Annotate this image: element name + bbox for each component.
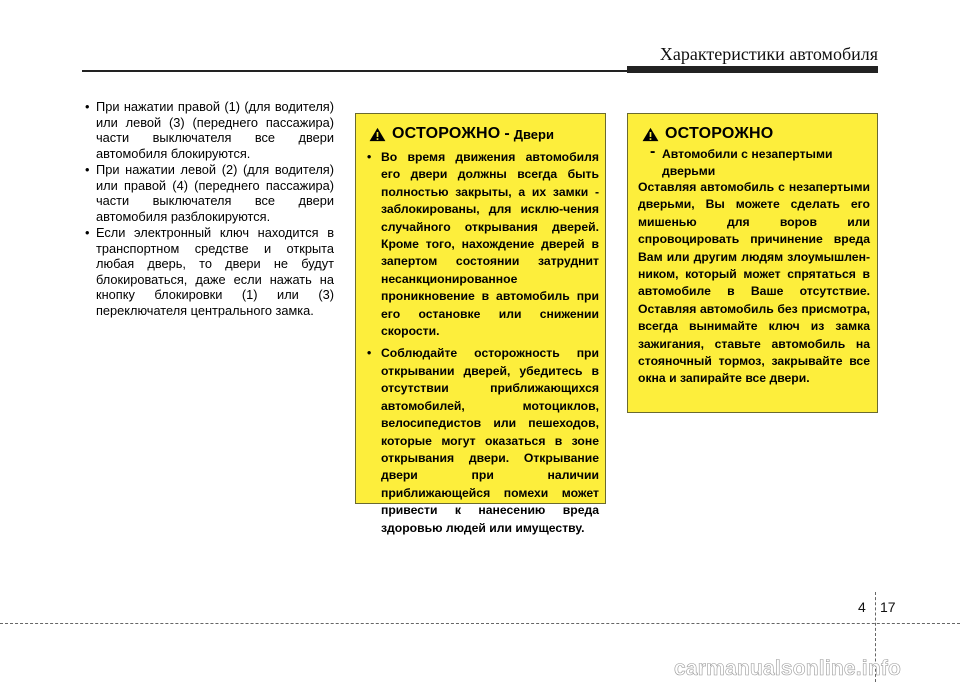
warning-heading: ОСТОРОЖНО - Двери [369,125,554,143]
warning-body: Оставляя автомобиль с незапертыми дверьми, Вы можете сделать его мишенью для воров или спровоцировать причинение вреда Вам или другим людям злоумышлен-ником, который может спрятаться в автомобиле в Ваше отсутствие. Оставляя автомобиль без присмотра, всегда вынимайте ключ из замка зажигания, ставьте автомобиль на стояночный тормоз, закрывайте все окна и запирайте все двери. [638,180,870,386]
list-item: • Если электронный ключ находится в транспортном средстве и открыта любая дверь, то двери не будут блокироваться, даже если нажать на кнопку блокировки (1) или (3) переключателя центрального замка. [85,225,334,318]
chapter-number: 4 [858,599,866,615]
warning-triangle-icon [642,127,659,142]
header-rule-accent [627,66,878,73]
bullet-icon: • [367,150,372,164]
bullet-icon: • [85,99,90,114]
bullet-icon: • [85,225,90,240]
warning-heading: ОСТОРОЖНО [642,125,773,143]
footer-rule [0,623,960,624]
warning-subtitle: - Автомобили с незапертыми дверьми [650,143,833,178]
page-title: Характеристики автомобиля [659,44,878,64]
warning-body [366,149,599,542]
bullet-list [82,99,334,318]
header-rule [82,70,630,72]
list-item: • При нажатии правой (1) (для водителя) или левой (3) (переднего пассажира) части выключателя все двери автомобиля блокируются. [85,99,334,161]
warning-box-doors [355,113,606,535]
list-item: • Соблюдайте осторожность при открывании дверей, убедитесь в отсутствии приближающихся автомобилей, мотоциклов, велосипедистов или пешеходов, которые могут оказаться в зоне открывания двери. Открывание двери при наличии приближающейся помехи может привести к нанесению вреда здоровью людей или имуществу. [367,346,599,535]
list-item: • Во время движения автомобиля его двери должны всегда быть полностью закрыты, а их замки - заблокированы, для исклю-чения случайного открывания дверей. Кроме того, нахождение дверей в запертом состоянии затруднит несанкционированное проникновение в автомобиль при его остановке или снижении скорости. [367,150,599,339]
list-item: • При нажатии левой (2) (для водителя) или правой (4) (переднего пассажира) части выключателя все двери автомобиля разблокируются. [85,162,334,224]
watermark: carmanualsonline.info [674,657,902,680]
warning-triangle-icon [369,127,386,142]
page-number: 17 [880,599,896,615]
bullet-icon: • [85,162,90,177]
bullet-icon: • [367,346,372,361]
warning-box-unlocked [627,113,878,413]
body-column-left [82,99,334,319]
